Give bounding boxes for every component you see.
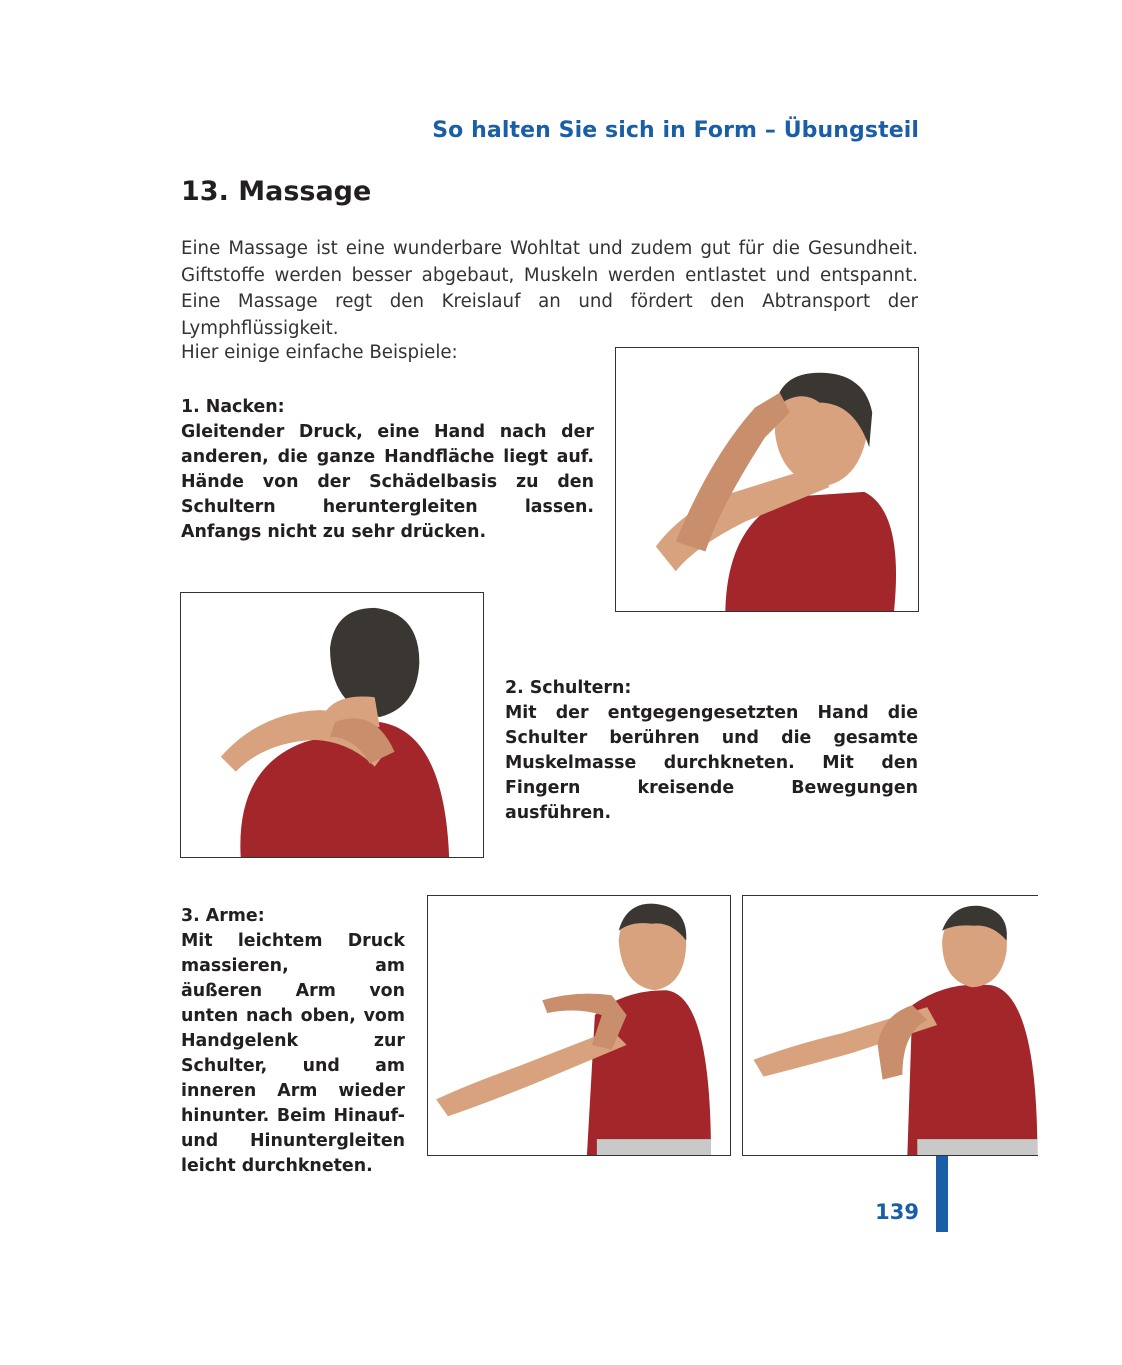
chapter-title: 13. Massage xyxy=(181,176,372,207)
step-arms-text: Mit leichtem Druck massieren, am äußeren Arm von unten nach oben, vom Handgelenk zur Schulter, und am inneren Arm wieder hinunter. Beim Hinauf- und Hinuntergleiten leicht durchkneten. xyxy=(181,931,405,1176)
step-neck xyxy=(181,395,594,545)
intro-paragraph: Eine Massage ist eine wunderbare Wohltat und zudem gut für die Gesundheit. Giftstoffe werden besser abgebaut, Muskeln werden entlastet und entspannt. Eine Massage regt den Kreislauf an und fördert den Abtransport der Lymphflüssigkeit. xyxy=(181,238,918,339)
neck-massage-illustration xyxy=(616,348,918,611)
shoulder-massage-illustration xyxy=(181,593,483,857)
step-neck-text: Gleitender Druck, eine Hand nach der anderen, die ganze Handfläche liegt auf. Hände von der Schädelbasis zu den Schultern heruntergleiten lassen. Anfangs nicht zu sehr drücken. xyxy=(181,422,594,542)
step-neck-title: 1. Nacken: xyxy=(181,397,285,417)
step-shoulders-title: 2. Schultern: xyxy=(505,678,632,698)
photo-shoulder-massage xyxy=(180,592,484,858)
photo-neck-massage xyxy=(615,347,919,612)
photo-arm-massage-1 xyxy=(427,895,731,1156)
arm-massage-illustration-2 xyxy=(743,896,1038,1155)
page-number: 139 xyxy=(875,1200,919,1224)
step-shoulders-text: Mit der entgegengesetzten Hand die Schulter berühren und die gesamte Muskelmasse durchkneten. Mit den Fingern kreisende Bewegungen ausführen. xyxy=(505,703,918,823)
step-arms-title: 3. Arme: xyxy=(181,906,265,926)
examples-lead: Hier einige einfache Beispiele: xyxy=(181,342,458,363)
step-shoulders xyxy=(505,676,918,826)
page-marker-bar xyxy=(936,1156,948,1232)
running-head: So halten Sie sich in Form – Übungsteil xyxy=(432,118,919,143)
step-arms xyxy=(181,904,405,1179)
arm-massage-illustration-1 xyxy=(428,896,730,1155)
photo-arm-massage-2 xyxy=(742,895,1038,1156)
